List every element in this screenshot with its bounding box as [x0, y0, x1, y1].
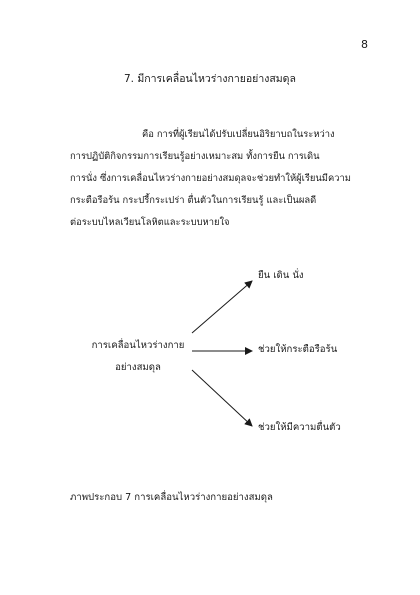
- diagram-branch-3: ช่วยให้มีความตื่นตัว: [258, 422, 341, 433]
- section-heading: 7. มีการเคลื่อนไหวร่างกายอย่างสมดุล: [124, 73, 296, 85]
- page-number: 8: [361, 38, 368, 51]
- arrow-to-branch-1: [192, 281, 252, 333]
- diagram-center-node: [88, 335, 188, 379]
- diagram-branch-1: ยืน เดิน นั่ง: [258, 270, 304, 281]
- paragraph-line: การนั่ง ซึ่งการเคลื่อนไหวร่างกายอย่างสมดุลจะช่วยทำให้ผู้เรียนมีความ: [70, 173, 351, 184]
- paragraph-line: คือ การที่ผู้เรียนได้ปรับเปลี่ยนอิริยาบถในระหว่าง: [142, 129, 335, 140]
- paragraph-line: ต่อระบบไหลเวียนโลหิตและระบบหายใจ: [70, 217, 230, 228]
- paragraph-line: กระตือรือร้น กระปรี้กระเปร่า ตื่นตัวในการเรียนรู้ และเป็นผลดี: [70, 195, 317, 206]
- arrow-to-branch-3: [192, 370, 252, 426]
- center-node-line-2: อย่างสมดุล: [115, 362, 161, 373]
- figure-caption: ภาพประกอบ 7 การเคลื่อนไหวร่างกายอย่างสมดุล: [70, 492, 273, 503]
- paragraph-line: การปฏิบัติกิจกรรมการเรียนรู้อย่างเหมาะสม ทั้งการยืน การเดิน: [70, 151, 320, 162]
- center-node-line-1: การเคลื่อนไหวร่างกาย: [91, 340, 185, 351]
- diagram-branch-2: ช่วยให้กระตือรือร้น: [258, 344, 338, 355]
